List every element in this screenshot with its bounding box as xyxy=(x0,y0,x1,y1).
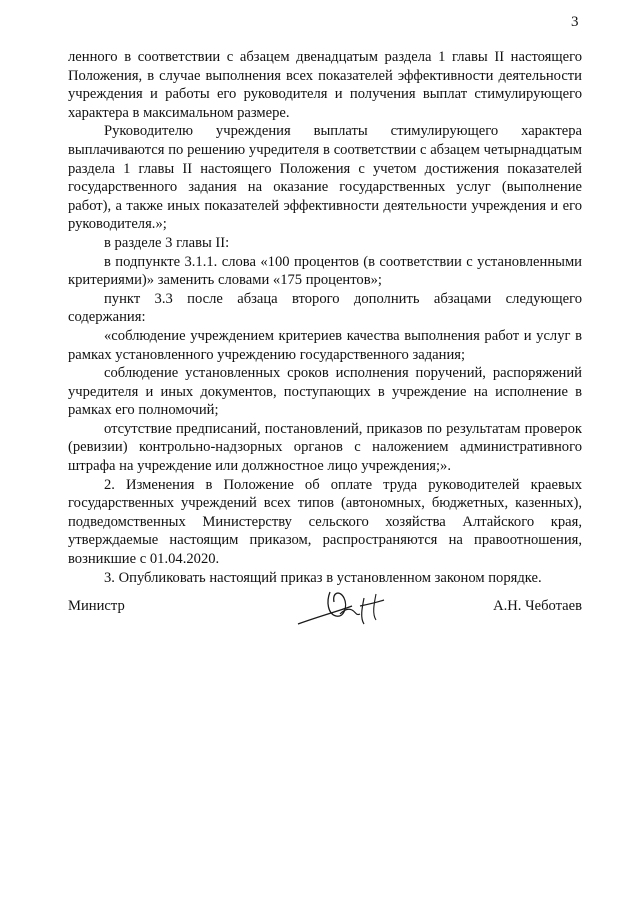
paragraph: Руководителю учреждения выплаты стимулирующего характера выплачиваются по решению учредителя в соответствии с абзацем четырнадцатым раздела 1 главы II настоящего Положения с учетом достижения показателей государственного задания на оказание государственных услуг (выполнение работ), а также иных показателей эффективности деятельности учреждения и его руководителя.»; xyxy=(68,123,582,233)
paragraph: в разделе 3 главы II: xyxy=(104,234,230,251)
signature-block xyxy=(68,590,582,650)
paragraph: отсутствие предписаний, постановлений, приказов по результатам проверок (ревизии) контрольно-надзорных органов с наложением административного штрафа на учреждение или должностное лицо учреждения;». xyxy=(68,420,582,475)
handwritten-signature xyxy=(290,580,410,640)
paragraph: ленного в соответствии с абзацем двенадцатым раздела 1 главы II настоящего Положения, в случае выполнения всех показателей эффективности деятельности учреждения и работы его руководителя и получения выплат стимулирующего характера в максимальном размере. xyxy=(68,49,582,121)
paragraph: пункт 3.3 после абзаца второго дополнить абзацами следующего содержания: xyxy=(68,290,582,326)
page-number: 3 xyxy=(571,14,579,30)
paragraph: в подпункте 3.1.1. слова «100 процентов (в соответствии с установленными критериями)» заменить словами «175 процентов»; xyxy=(68,253,582,289)
paragraph: 3. Опубликовать настоящий приказ в установленном законом порядке. xyxy=(104,569,542,586)
paragraph: 2. Изменения в Положение об оплате труда руководителей краевых государственных учреждений всех типов (автономных, бюджетных, казенных), подведомственных Министерству сельского хозяйства Алтайского края, утверждаемые настоящим приказом, распространяются на правоотношения, возникшие с 01.04.2020. xyxy=(68,476,582,568)
paragraph: «соблюдение учреждением критериев качества выполнения работ и услуг в рамках установленного учреждению государственного задания; xyxy=(68,327,582,363)
paragraph: соблюдение установленных сроков исполнения поручений, распоряжений учредителя и иных документов, поступающих в учреждение на исполнение в рамках его полномочий; xyxy=(68,365,582,419)
document-body xyxy=(68,48,582,587)
signer-name: А.Н. Чеботаев xyxy=(493,598,582,614)
signer-title: Министр xyxy=(68,598,125,614)
